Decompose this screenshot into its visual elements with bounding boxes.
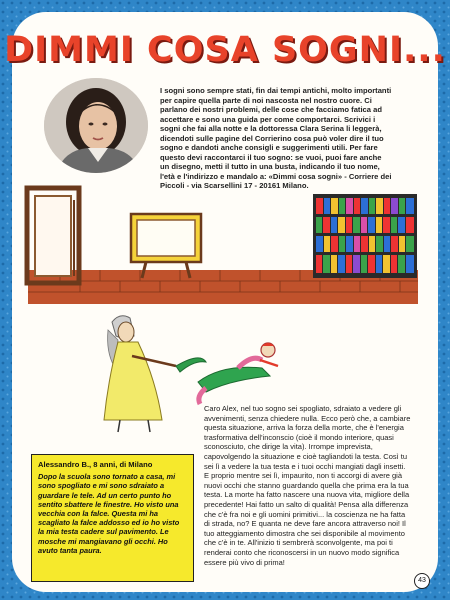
bookshelf-drawing xyxy=(313,194,417,278)
child-dream-caption xyxy=(31,454,194,582)
page-number: 43 xyxy=(414,573,430,589)
window-drawing xyxy=(27,188,79,283)
intro-text: I sogni sono sempre stati, fin dai tempi antichi, molto importanti per capire quella parte di noi nascosta nel nostro cuore. Ci parlano dei nostri problemi, delle cose che facciamo fatica ad accettare e sono una guida per come comportarci. Scrivici i sogni che fai alla notte e la dottoressa Clara Serina li leggerà, dicendoti sulle pagine del Corrierino cosa può voler dire il tuo sogno e dandoti anche consigli e suggerimenti utili. Per fare questo devi raccontarci il tuo sogno: se vuoi, puoi fare anche un disegno, metti il tutto in una busta, indicando il tuo nome, l'età e l'indirizzo e mandalo a: «Dimmi cosa sogni» - Corriere dei Piccoli - via Scarsellini 17 - 20161 Milano. xyxy=(160,86,392,190)
tv-drawing xyxy=(131,214,201,278)
author-photo xyxy=(44,78,148,173)
child-author: Alessandro B., 8 anni, di Milano xyxy=(38,460,153,469)
child-dream-story: Dopo la scuola sono tornato a casa, mi sono spogliato e mi sono sdraiato a guardare le tele. Ad un certo punto ho sentito sbattere le finestre. Ho visto una vecchia con la falce. Questa mi ha scagliato la falce addosso ed io ho visto la mia testa cadere sul pavimento. Le mosche mi mangiavano gli occhi. Ho avuto tanta paura. xyxy=(38,472,180,555)
page-title: DIMMI COSA SOGNI... xyxy=(4,30,446,70)
doctor-answer-text: Caro Alex, nel tuo sogno sei spogliato, sdraiato a vedere gli avvenimenti, senza chiedere nulla. Ecco però che, a cambiare questa situazione, arriva la forza della morte, che è l'energia trasformativa dell'inconscio (cioè il mondo interiore, quasi sconosciuto, che dirige la vita). Irrompe imprevista, capovolgendo la situazione e cioè tagliandoti la testa. Così tu sei lì a vedere la tua testa e i tuoi occhi mangiati dagli insetti. E proprio mentre sei lì, impaurito, non ti accorgi di avere già nuovi occhi che stanno guardando quella che prima era la tua testa. La morte ha fatto nascere una nuova vita, migliore della precedente! Hai fatto un salto di qualità! Pensa alla differenza che c'è fra noi e gli uomini primitivi... la coscienza ne ha fatta di strada, no? E quanta ne deve fare ancora attraverso noi! Il tuo atteggiamento dimostra che sei disponibile al movimento che c'è in te. All'inizio ti sembrerà sconvolgente, ma poi ti renderai conto che riconoscersi in un nuovo modo significa essere più vivo di prima! xyxy=(204,404,411,567)
fallen-boy-drawing xyxy=(198,343,278,404)
old-woman-drawing xyxy=(104,316,206,432)
